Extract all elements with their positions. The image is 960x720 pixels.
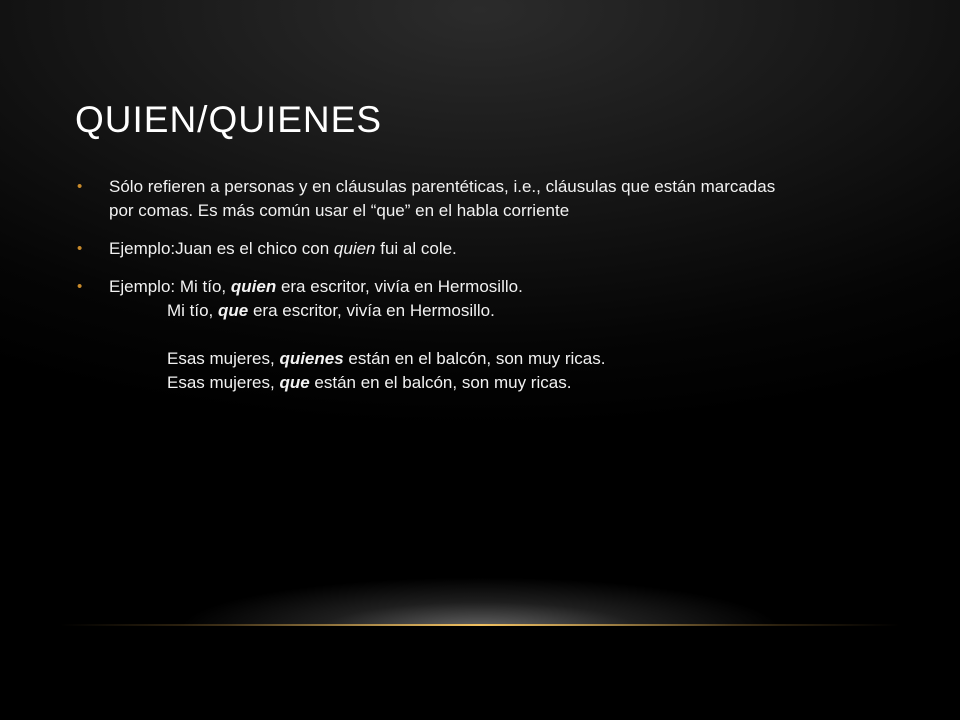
example-text: Esas mujeres, (167, 349, 280, 368)
bullet-icon: • (77, 278, 83, 295)
slide-body (75, 175, 885, 409)
example-text: Esas mujeres, (167, 373, 280, 392)
example-text: Ejemplo:Juan es el chico con (109, 239, 334, 258)
floor-shadow (0, 626, 960, 720)
spotlight-glow (80, 520, 880, 630)
bullet-item-example-1 (75, 237, 885, 261)
emphasized-word: quien (230, 277, 277, 296)
example-text: era escritor, vivía en Hermosillo. (248, 301, 495, 320)
horizon-accent-line (60, 624, 900, 626)
emphasized-word: quienes (279, 349, 344, 368)
example-text: Mi tío, (167, 301, 219, 320)
slide-title: QUIEN/QUIENES (75, 99, 382, 140)
bullet-icon: • (77, 240, 83, 257)
example-text: fui al cole. (375, 239, 457, 258)
example-sentence (109, 275, 885, 299)
emphasized-word: que (279, 373, 310, 392)
bullet-item-definition (75, 175, 885, 223)
example-text: están en el balcón, son muy ricas. (309, 373, 572, 392)
bullet-text-line: por comas. Es más común usar el “que” en el habla corriente (109, 201, 570, 220)
example-sentence (109, 299, 885, 323)
bullet-item-example-2 (75, 275, 885, 395)
example-text: Ejemplo: Mi tío, (109, 277, 231, 296)
blank-line (109, 323, 885, 347)
bullet-icon: • (77, 178, 83, 195)
emphasized-word: que (218, 301, 249, 320)
example-sentence (109, 237, 885, 261)
emphasized-word: quien (333, 239, 376, 258)
example-text: están en el balcón, son muy ricas. (343, 349, 606, 368)
example-sentence (109, 371, 885, 395)
bullet-text-line: Sólo refieren a personas y en cláusulas parentéticas, i.e., cláusulas que están marcadas (109, 177, 776, 196)
example-sentence (109, 347, 885, 371)
example-text: era escritor, vivía en Hermosillo. (276, 277, 523, 296)
